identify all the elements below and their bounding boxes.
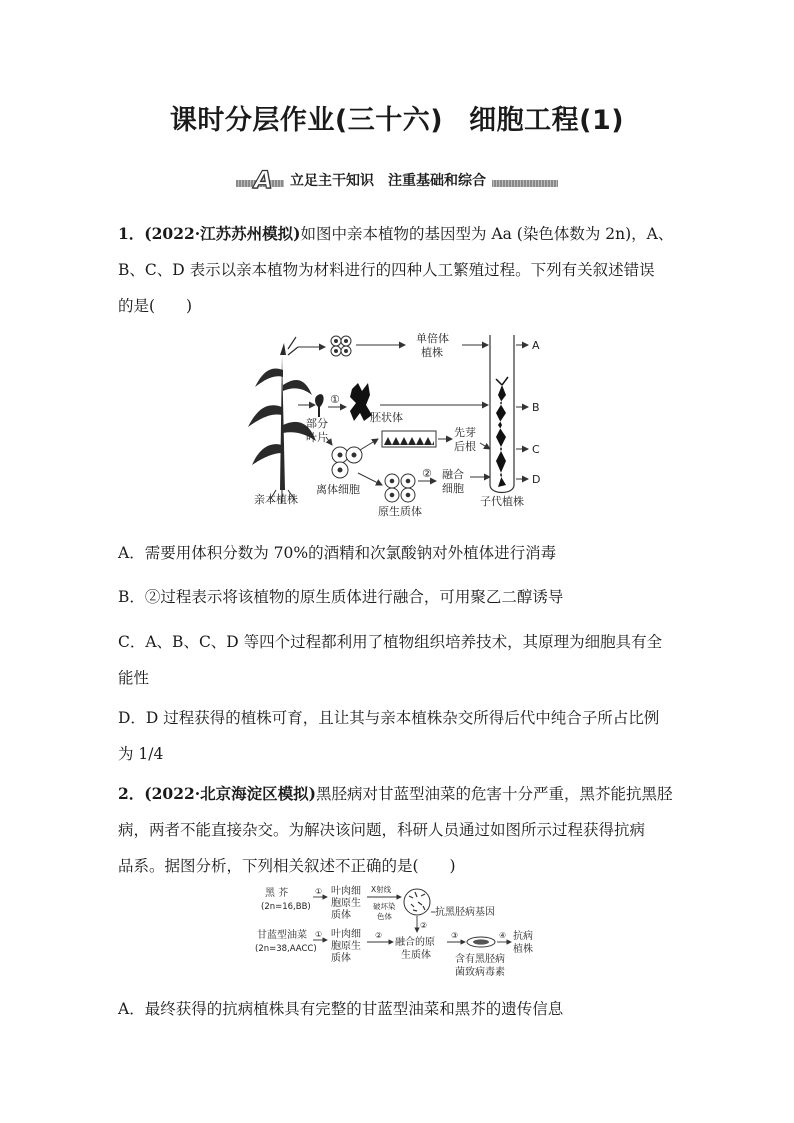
section-header xyxy=(236,166,558,194)
meso-top-l2: 胞原生 xyxy=(331,898,361,909)
resist-plant-l2: 植株 xyxy=(513,944,533,955)
bud-root-l1: 先芽 xyxy=(454,426,476,439)
q2-figure xyxy=(255,882,545,980)
out-c: C xyxy=(532,443,540,456)
xray-label: X射线 xyxy=(371,885,392,894)
resist-plant-l1: 抗病 xyxy=(513,931,533,942)
q1-option-d-line1: D．D 过程获得的植株可育，且让其与亲本植株杂交所得后代中纯合子所占比例 xyxy=(118,709,660,727)
toxin-l2: 菌致病毒素 xyxy=(455,967,505,978)
meso-top-l3: 质体 xyxy=(331,910,351,921)
meso-bottom-l2: 胞原生 xyxy=(331,941,361,952)
embryoid-label: 胚状体 xyxy=(370,411,403,424)
q1-line3: 的是( ) xyxy=(118,297,193,315)
haploid-label-1: 单倍体 xyxy=(416,332,449,345)
out-d: D xyxy=(532,473,541,486)
isolated-cell-label: 离体细胞 xyxy=(316,483,360,496)
out-a: A xyxy=(532,339,540,352)
q2-s2-vert: ② xyxy=(420,921,428,930)
broken-l1: 破坏染 xyxy=(373,902,396,911)
meso-bottom-l3: 质体 xyxy=(331,953,351,964)
q1-option-a: A．需要用体积分数为 70%的酒精和次氯酸钠对外植体进行消毒 xyxy=(118,544,557,562)
title-left: 课时分层作业(三十六) xyxy=(169,105,444,136)
section-label: 立足主干知识 注重基础和综合 xyxy=(284,171,492,191)
offspring-label: 子代植株 xyxy=(480,495,524,508)
part-leaf-l1: 部分 xyxy=(306,417,328,430)
pollen-cells-icon xyxy=(331,336,351,356)
q2-line2: 病，两者不能直接杂交。为解决该问题，科研人员通过如图所示过程获得抗病 xyxy=(118,821,646,839)
q1-option-b: B．②过程表示将该植物的原生质体进行融合，可用聚乙二醇诱导 xyxy=(118,588,564,606)
q2-text1: 黑胫病对甘蓝型油菜的危害十分严重，黑芥能抗黑胫 xyxy=(316,785,673,803)
q1-number: 1． xyxy=(118,224,145,243)
q2-line1 xyxy=(118,776,678,812)
q1-line2: B、C、D 表示以亲本植物为材料进行的四种人工繁殖过程。下列有关叙述错误 xyxy=(118,261,655,279)
protoplast-fragments-icon xyxy=(404,889,430,915)
parent-plant-label: 亲本植株 xyxy=(254,493,298,506)
culture-dish-icon xyxy=(467,937,495,947)
q2-s3: ③ xyxy=(451,931,459,940)
isolated-cells-icon xyxy=(332,447,362,478)
fused-protoplast-l2: 生质体 xyxy=(401,950,431,961)
title-right: 细胞工程(1) xyxy=(469,105,625,136)
rape-chrom: (2n=38,AACC) xyxy=(255,944,317,954)
part-leaf-l2: 叶片 xyxy=(306,431,328,444)
broken-l2: 色体 xyxy=(377,912,392,921)
q1-text1: 如图中亲本植物的基因型为 Aa (染色体数为 2n)，A、 xyxy=(300,225,674,243)
q1-option-d xyxy=(118,700,678,772)
q2-line3: 品系。据图分析，下列相关叙述不正确的是( ) xyxy=(118,857,456,875)
meso-bottom-l1: 叶肉细 xyxy=(331,929,361,940)
out-b: B xyxy=(532,401,540,414)
leaf-piece-icon xyxy=(315,394,324,417)
black-mustard-chrom: (2n=16,BB) xyxy=(261,902,311,912)
section-badge: A xyxy=(254,166,273,194)
q2-s4: ④ xyxy=(499,931,507,940)
q2-option-a: A．最终获得的抗病植株具有完整的甘蓝型油菜和黑芥的遗传信息 xyxy=(118,1000,564,1018)
q1-stem xyxy=(118,216,678,324)
test-tube-icon xyxy=(490,335,514,493)
embryoid-icon xyxy=(350,383,372,421)
haploid-label-2: 植株 xyxy=(421,346,443,359)
rape-label: 甘蓝型油菜 xyxy=(257,930,307,941)
q2-s1-top: ① xyxy=(315,887,323,896)
page-title xyxy=(0,98,794,137)
q2-s1-bottom: ① xyxy=(315,930,323,939)
step1-label: ① xyxy=(330,393,340,406)
meso-top-l1: 叶肉细 xyxy=(331,886,361,897)
q1-option-d-line2: 为 1/4 xyxy=(118,745,164,763)
q1-option-c-line2: 能性 xyxy=(118,669,150,687)
q1-figure xyxy=(240,325,560,520)
toxin-l1: 含有黑胫病 xyxy=(455,954,505,965)
step2-label: ② xyxy=(422,467,432,480)
q1-option-c-line1: C．A、B、C、D 等四个过程都利用了植物组织培养技术，其原理为细胞具有全 xyxy=(118,633,663,651)
q1-line1 xyxy=(118,216,678,252)
resist-gene-label: 抗黑胫病基因 xyxy=(435,907,495,918)
q1-source: (2022·江苏苏州模拟) xyxy=(144,224,301,243)
q2-stem xyxy=(118,776,678,884)
bud-root-l2: 后根 xyxy=(454,440,476,453)
protoplast-label: 原生质体 xyxy=(378,505,422,518)
protoplasts-icon xyxy=(385,474,415,502)
q2-s2-horiz: ② xyxy=(375,931,383,940)
q2-number: 2． xyxy=(118,784,145,803)
fused-l2: 细胞 xyxy=(442,482,464,495)
q1-option-c xyxy=(118,624,678,696)
fused-l1: 融合 xyxy=(442,468,464,481)
q2-source: (2022·北京海淀区模拟) xyxy=(144,784,317,803)
fused-protoplast-l1: 融合的原 xyxy=(395,937,435,948)
black-mustard-label: 黑 芥 xyxy=(265,888,289,899)
culture-medium-icon xyxy=(382,431,436,447)
